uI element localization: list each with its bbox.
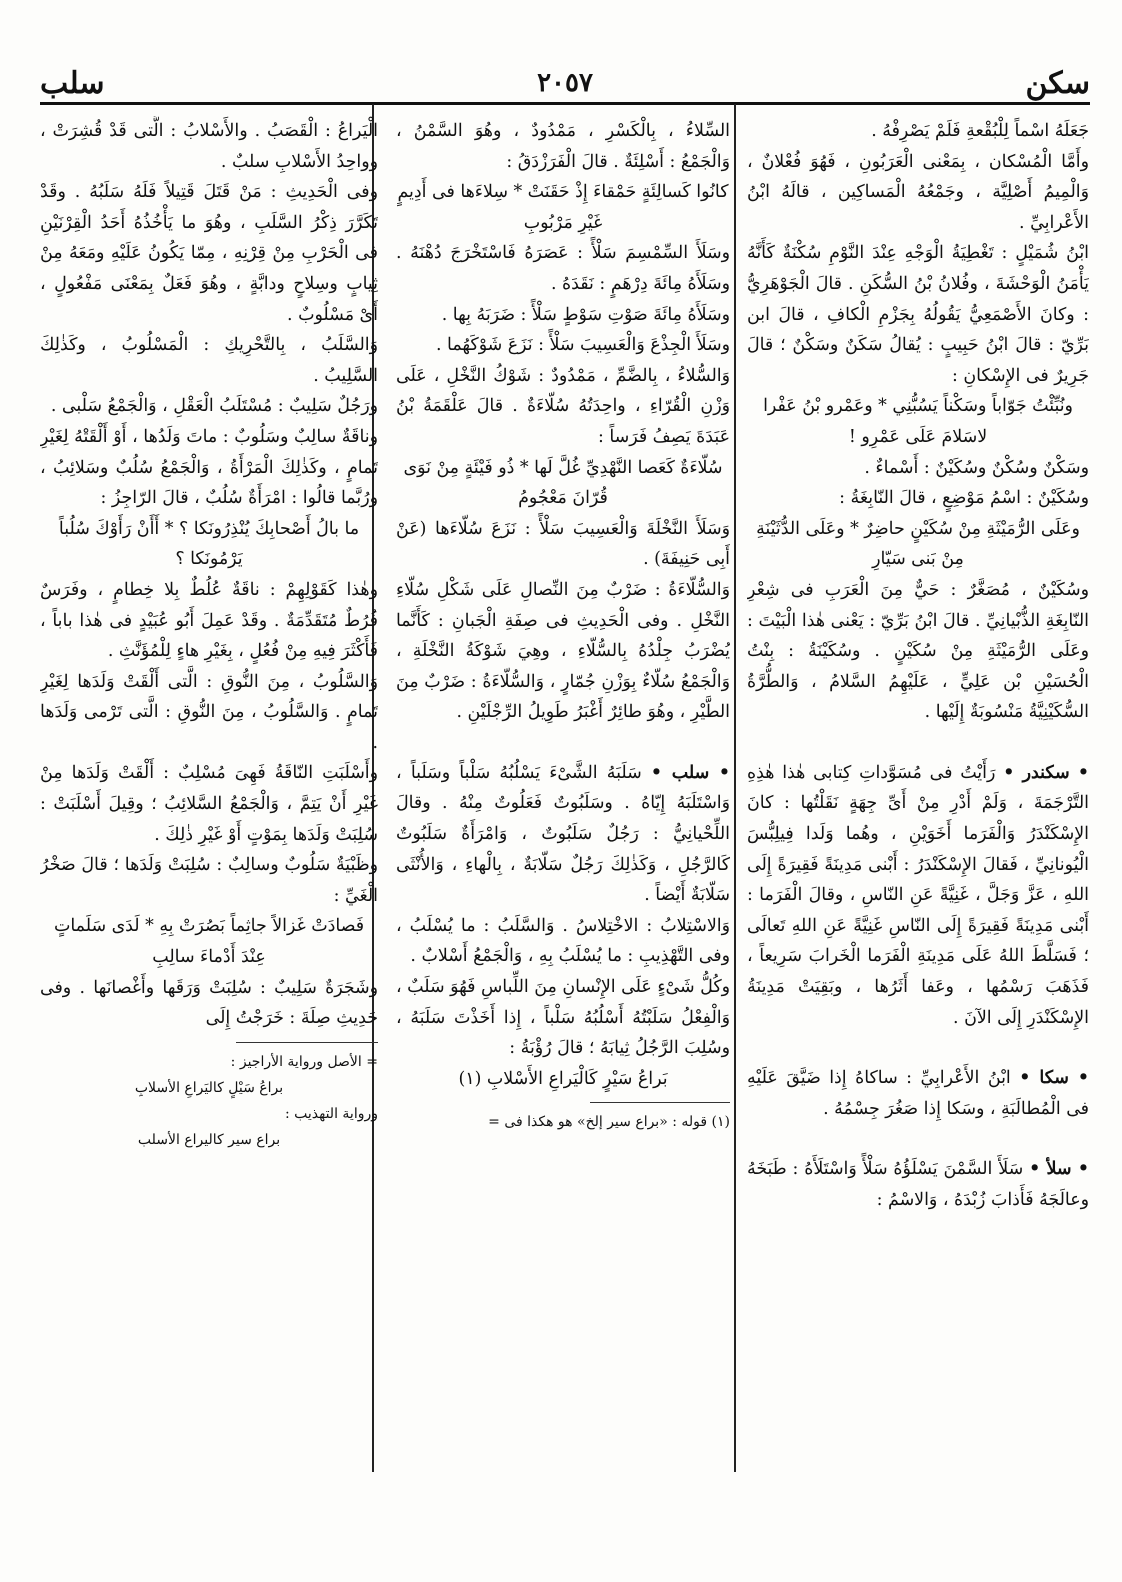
column-middle: [396, 116, 730, 1556]
paragraph: وسَلَأَ الْجِذْعَ وَالْعَسِيبَ سَلْأً : نَزَعَ شَوْكَهُما .: [435, 335, 730, 356]
footnote-line: براع سير كاليراع الأسلب: [137, 1131, 281, 1148]
paragraph: وسَلَأَ السِّمْسِمَ سَلْأً : عَصَرَهُ فَاسْتَخْرَجَ دُهْنَهُ . وسَلَأَهُ مِائَةَ دِرْهَمٍ : نَقَدَهُ .: [396, 243, 730, 294]
verse: وعَلَى الرُّمَيْثَةِ مِنْ سُكَيْنٍ حاضِرٌ * وعَلَى الدُّثَيْنَةِ مِنْ بَنى سَيّارِ: [756, 518, 1080, 570]
paragraph: وكُلُّ شَىْءٍ عَلَى الإِنْسانِ مِنَ اللِّباسِ فَهُوَ سَلَبٌ ، وَالْفِعْلُ سَلَبْتُهُ أَسْلُبُهُ سَلْباً ، إِذا أَخَذْتَ سَلَبَهُ ، وسُلِبَ الرَّجُلُ ثِيابَهُ ؛ قالَ رُؤْبَةُ :: [396, 977, 730, 1059]
entry-headword: • سلأ •: [1029, 1159, 1089, 1180]
verse: ونُبِّئْتُ جَوّاباً وسَكْناً يَسُبُّنِي * وعَمْرو بْنُ عَفْرا لاسَلامَ عَلَى عَمْرِو !: [763, 396, 1073, 447]
verse: كانُوا كَسالِئَةٍ حَمْقاءَ إِذْ حَقَنَتْ * سِلاءَها فى أَدِيمٍ غَيْرِ مَرْبُوبِ: [397, 182, 729, 233]
header-root-word-left: سلب: [40, 66, 105, 101]
paragraph: وسَلَأَهُ مِائَةَ صَوْتِ سَوْطٍ سَلْأً : ضَرَبَهُ بِها .: [441, 304, 730, 325]
paragraph: وَالاسْتِلابُ : الاخْتِلاسُ . وَالسَّلَبُ : ما يُسْلَبُ ، وفى التَّهْذِيبِ : ما يُسْلَبُ بِهِ ، وَالْجَمْعُ أَسْلابٌ .: [396, 915, 730, 967]
entry-sakandar: [747, 758, 1089, 1033]
paragraph: وسُكَيْنٌ ، مُصَغَّرٌ : حَيٌّ مِنَ الْعَرَبِ فى شِعْرِ النّابِغَةِ الذُّبْيانِيِّ . قالَ ابْنُ بَرِّيّ : يَعْنى هٰذا الْبَيْتَ : وعَلَى الرُّمَيْثَةِ مِنْ سُكَيْنٍ . وسُكَيْنَةُ : بِنْتُ الْحُسَيْنِ بْن عَلِيٍّ ، عَلَيْهِمُ السَّلامُ ، وَالطُّرَّةُ السُّكَيْنِيَّةُ مَنْسُوبَةٌ إِلَيْها .: [747, 579, 1089, 723]
paragraph: وَسَلَأَ النَّخْلَةَ وَالْعَسِيبَ سَلْأً : نَزَعَ سُلّاءَها (عَنْ أَبِى حَنِيفَةَ) .: [396, 518, 730, 570]
paragraph: وَالسَّلَبُ ، بِالتَّحْرِيكِ : الْمَسْلُوبُ ، وكَذٰلِكَ السَّلِيبُ .: [40, 335, 378, 386]
paragraph: وظَبْيَةٌ سَلُوبٌ وسالِبٌ : سُلِبَتْ وَلَدَها ؛ قالَ صَخْرُ الْغَيِّ :: [40, 855, 378, 906]
header-root-word-right: سكن: [1025, 66, 1090, 101]
paragraph: جَعَلَهُ اسْماً لِلْبُقْعةِ فَلَمْ يَصْرِفْهُ .: [871, 121, 1089, 141]
paragraph: وسَكْنٌ وسُكْنٌ وسُكَيْنٌ : أَسْماءٌ .: [864, 457, 1089, 478]
paragraph: وأَمَّا الْمُسْكان ، بِمَعْنى الْعَرَبُونِ ، فَهُوَ فُعْلانٌ ، وَالْمِيمُ أَصْلِيَّة ، وجَمْعُهُ الْمَساكِين ، قالَهُ ابْنُ الأَعْرابِيِّ .: [747, 151, 1089, 233]
column-divider: [734, 104, 736, 1472]
paragraph: وَالسَّلُوبُ ، مِنَ النُّوقِ : الَّتى أَلْقَتْ وَلَدَها لِغَيْرِ تَمامٍ . وَالسَّلُوبُ ، مِنَ النُّوقِ : الَّتى تَرْمى وَلَدَها .: [40, 671, 378, 753]
verse: فَصادَتْ غَزالاً جاثِماً بَصُرَتْ بِهِ * لَدَى سَلَماتٍ عِنْدَ أَدْماءَ سالِبِ: [53, 916, 365, 968]
paragraph: وهٰذا كَقَوْلِهِمْ : ناقَةٌ عُلُطٌ بِلا خِطامٍ ، وفَرَسٌ فُرُطٌ مُتَقَدِّمَةٌ . وقَدْ عَمِلَ أَبُو عُبَيْدٍ فى هٰذا باباً ، فَأَكْثَرَ فِيهِ مِنْ فُعُلٍ ، بِغَيْرِ هاءٍ لِلْمُؤَنَّثِ .: [40, 579, 378, 662]
paragraph: الْيَراعُ : الْقَصَبُ . والأَسْلابُ : الَّتى قَدْ قُشِرَتْ ، وواحِدُ الأَسْلابِ سلبٌ .: [40, 121, 378, 172]
entry-headword: • سكندر •: [1003, 762, 1089, 783]
page-header: [40, 66, 1090, 106]
paragraph: ابْنُ شُمَيْلٍ : تَغْطِيَةُ الْوَجْهِ عِنْدَ النَّوْمِ سُكْنَةٌ كَأَنَّهُ يَأْمَنُ الْوَحْشَةَ ، وفُلانُ بْنُ السُّكَنِ . قالَ الْجَوْهَرِيُّ : وكانَ الأَصْمَعِيُّ يَقُولُهُ بِجَزْمِ الْكافِ ، قالَ ابن بَرِّيّ : قالَ ابْنُ حَبِيبٍ : يُقالُ سَكَنٌ وسَكْنٌ ؛ قالَ جَرِيرٌ فى الإِسْكانِ :: [747, 243, 1089, 386]
entry-headword: • سكا •: [1019, 1068, 1089, 1089]
paragraph: وَالسُّلاءُ ، بِالضَّمِّ ، مَمْدُودٌ : شَوْكُ النَّخْلِ ، عَلَى وَزْنِ الْقُرّاءِ ، واحِدَتُهُ سُلّاءَةٌ . قالَ عَلْقَمَةُ بْنُ عَبَدَةَ يَصِفُ فَرَساً :: [396, 365, 730, 447]
footnote-line: براعُ سَيْلٍ كاليَراعِ الأسلابِ: [134, 1079, 284, 1096]
verse: سُلّاءَةٌ كَعَصا النَّهْدِيِّ غُلَّ لَها * ذُو فَيْئَةٍ مِنْ نَوَى قُرّانَ مَعْجُومُ: [403, 457, 723, 509]
footnote-rule: [590, 1102, 730, 1103]
entry-body: رَأَيْتُ فى مُسَوَّداتِ كِتابى هٰذا هٰذِهِ التَّرْجَمَةَ ، وَلَمْ أَدْرِ مِنْ أَىِّ جِهَةٍ نَقَلْتُها : كانَ الإِسْكَنْدَرُ وَالْفَرَما أَخَوَيْنِ ، وهُما وَلَدا فِيلِبُّسَ الْيُونانِيِّ ، فَقالَ الإِسْكَنْدَرُ : أَبْنى مَدِينَةً فَقِيرَةً إِلَى اللهِ ، عَزَّ وَجَلَّ ، غَنِيَّةً عَنِ النّاسِ ، وقالَ الْفَرَما : أَبْنى مَدِينَةً فَقِيرَةً إِلَى النّاسِ غَنِيَّةً عَنِ اللهِ تَعالَى ؛ فَسَلَّطَ اللهُ عَلَى مَدِينَةِ الْفَرَما الْخَرابَ سَرِيعاً ، فَذَهَبَ رَسْمُها ، وعَفا أَثَرُها ، وبَقِيَتْ مَدِينَةُ الإِسْكَنْدَرِ إِلَى الآنَ .: [747, 762, 1089, 1028]
entry-body: سَلَبَهُ الشَّىْءَ يَسْلُبُهُ سَلْباً وسَلَباً ، وَاسْتَلَبَهُ إِيّاهُ . وسَلَبُوتٌ فَعَلُوتٌ مِنْهُ . وقالَ اللِّحْيانِيُّ : رَجُلٌ سَلَبُوتٌ ، وَامْرَأَةٌ سَلَبُوتٌ كَالرَّجُلِ ، وَكَذٰلِكَ رَجُلٌ سَلّابَةٌ ، بِالْهاءِ ، وَالأُنْثَى سَلّابَةٌ أَيْضاً .: [396, 762, 730, 906]
column-left: [40, 116, 378, 1556]
header-rule: [40, 102, 1090, 105]
paragraph: وفى الْحَدِيثِ : مَنْ قَتَلَ قَتِيلاً فَلَهُ سَلَبُهُ . وقَدْ تَكَرَّرَ ذِكْرُ السَّلَبِ ، وهُوَ ما يَأْخُذُهُ أَحَدُ الْقِرْنَيْنِ فى الْحَرْبِ مِنْ قِرْنِهِ ، مِمّا يَكُونُ عَلَيْهِ ومَعَهُ مِنْ ثِيابٍ وسِلاحٍ ودابَّةٍ ، وهُوَ فَعَلٌ بِمَعْنَى مَفْعُولٍ ، أَىْ مَسْلُوبٌ .: [40, 182, 378, 325]
paragraph: وشَجَرَةٌ سَلِيبٌ : سُلِبَتْ وَرَقَها وأَغْصانَها . وفى حَدِيثِ صِلَةَ : خَرَجْتُ إِلَى: [40, 977, 378, 1029]
paragraph: السِّلاءُ ، بِالْكَسْرِ ، مَمْدُودٌ ، وهُوَ السَّمْنُ ، وَالْجَمْعُ : أَسْلِئَةٌ . قالَ الْفَرَزْدَقُ :: [396, 121, 730, 172]
entry-headword: • سلب •: [650, 762, 730, 783]
footnote: (١) قوله : «براع سير إلخ» هو هكذا فى =: [488, 1114, 730, 1131]
paragraph: وناقَةٌ سالِبٌ وسَلُوبٌ : ماتَ وَلَدُها ، أَوْ أَلْقَتْهُ لِغَيْرِ تَمامٍ ، وكَذٰلِكَ الْمَرْأَةُ ، وَالْجَمْعُ سُلُبٌ وسَلائِبُ ، ورُبَّما قالُوا : امْرَأَةٌ سُلُبٌ ، قالَ الرّاجِزُ :: [40, 426, 378, 509]
entry-saka: [747, 1063, 1089, 1124]
verse: بَراعُ سَيْرٍ كَالْيَراعِ الأَسْلابِ (١): [458, 1068, 668, 1089]
footnote-line: ورواية التهذيب :: [284, 1105, 378, 1122]
page-number: ٢٠٥٧: [537, 68, 593, 98]
paragraph: وسُكَيْنٌ : اسْمُ مَوْضِعٍ ، قالَ النّابِغَةُ :: [839, 488, 1089, 509]
footnote-rule: [236, 1042, 378, 1043]
paragraph: وأَسْلَبَتِ النّاقَةُ فَهِىَ مُسْلِبٌ : أَلْقَتْ وَلَدَها مِنْ غَيْرِ أَنْ يَتِمَّ ، وَالْجَمْعُ السَّلائِبُ ؛ وقِيلَ أَسْلَبَتْ : سُلِبَتْ وَلَدَها بِمَوْتٍ أَوْ غَيْرِ ذٰلِكَ .: [40, 763, 378, 845]
paragraph: وَالسُّلّاءَةُ : ضَرْبٌ مِنَ النِّصالِ عَلَى شَكْلِ سُلّاءِ النَّخْلِ . وفى الْحَدِيثِ فى صِفَةِ الْجَبانِ : كَأَنَّما يُضْرَبُ جِلْدُهُ بِالسُّلّاءِ ، وهِيَ شَوْكَةُ النَّخْلَةِ ، وَالْجَمْعُ سُلّاءٌ بِوَزْنِ جُمّارٍ ، وَالسُّلّاءَةُ : ضَرْبٌ مِنَ الطَّيْرِ ، وهُوَ طائِرٌ أَغْبَرُ طَوِيلُ الرِّجْلَيْنِ .: [396, 579, 730, 723]
entry-salab: [396, 758, 730, 911]
column-right: [747, 116, 1089, 1556]
entry-body: سَلَأَ السَّمْنَ يَسْلَؤُهُ سَلْأً وَاسْتَلَأَهُ : طَبَخَهُ وعالَجَهُ فَأَذابَ زُبْدَهُ ، وَالاسْمُ :: [747, 1159, 1089, 1210]
entry-body: ابْنُ الأَعْرابِيِّ : ساكاهُ إِذا ضَيَّقَ عَلَيْهِ فى الْمُطالَبَةِ ، وسَكا إِذا صَغُرَ جِسْمُهُ .: [747, 1068, 1089, 1119]
footnote-line: = الأصل ورواية الأراجيز :: [230, 1053, 378, 1070]
paragraph: ورَجُلٌ سَلِيبٌ : مُسْتَلَبُ الْعَقْلِ ، وَالْجَمْعُ سَلْبى .: [50, 396, 378, 417]
entry-sala: [747, 1154, 1089, 1215]
verse: ما بالُ أَصْحابِكَ يُنْذِرُونَكا ؟ * أَأَنْ رَأَوْكَ سُلُباً يَرْمُونَكا ؟: [58, 518, 360, 570]
